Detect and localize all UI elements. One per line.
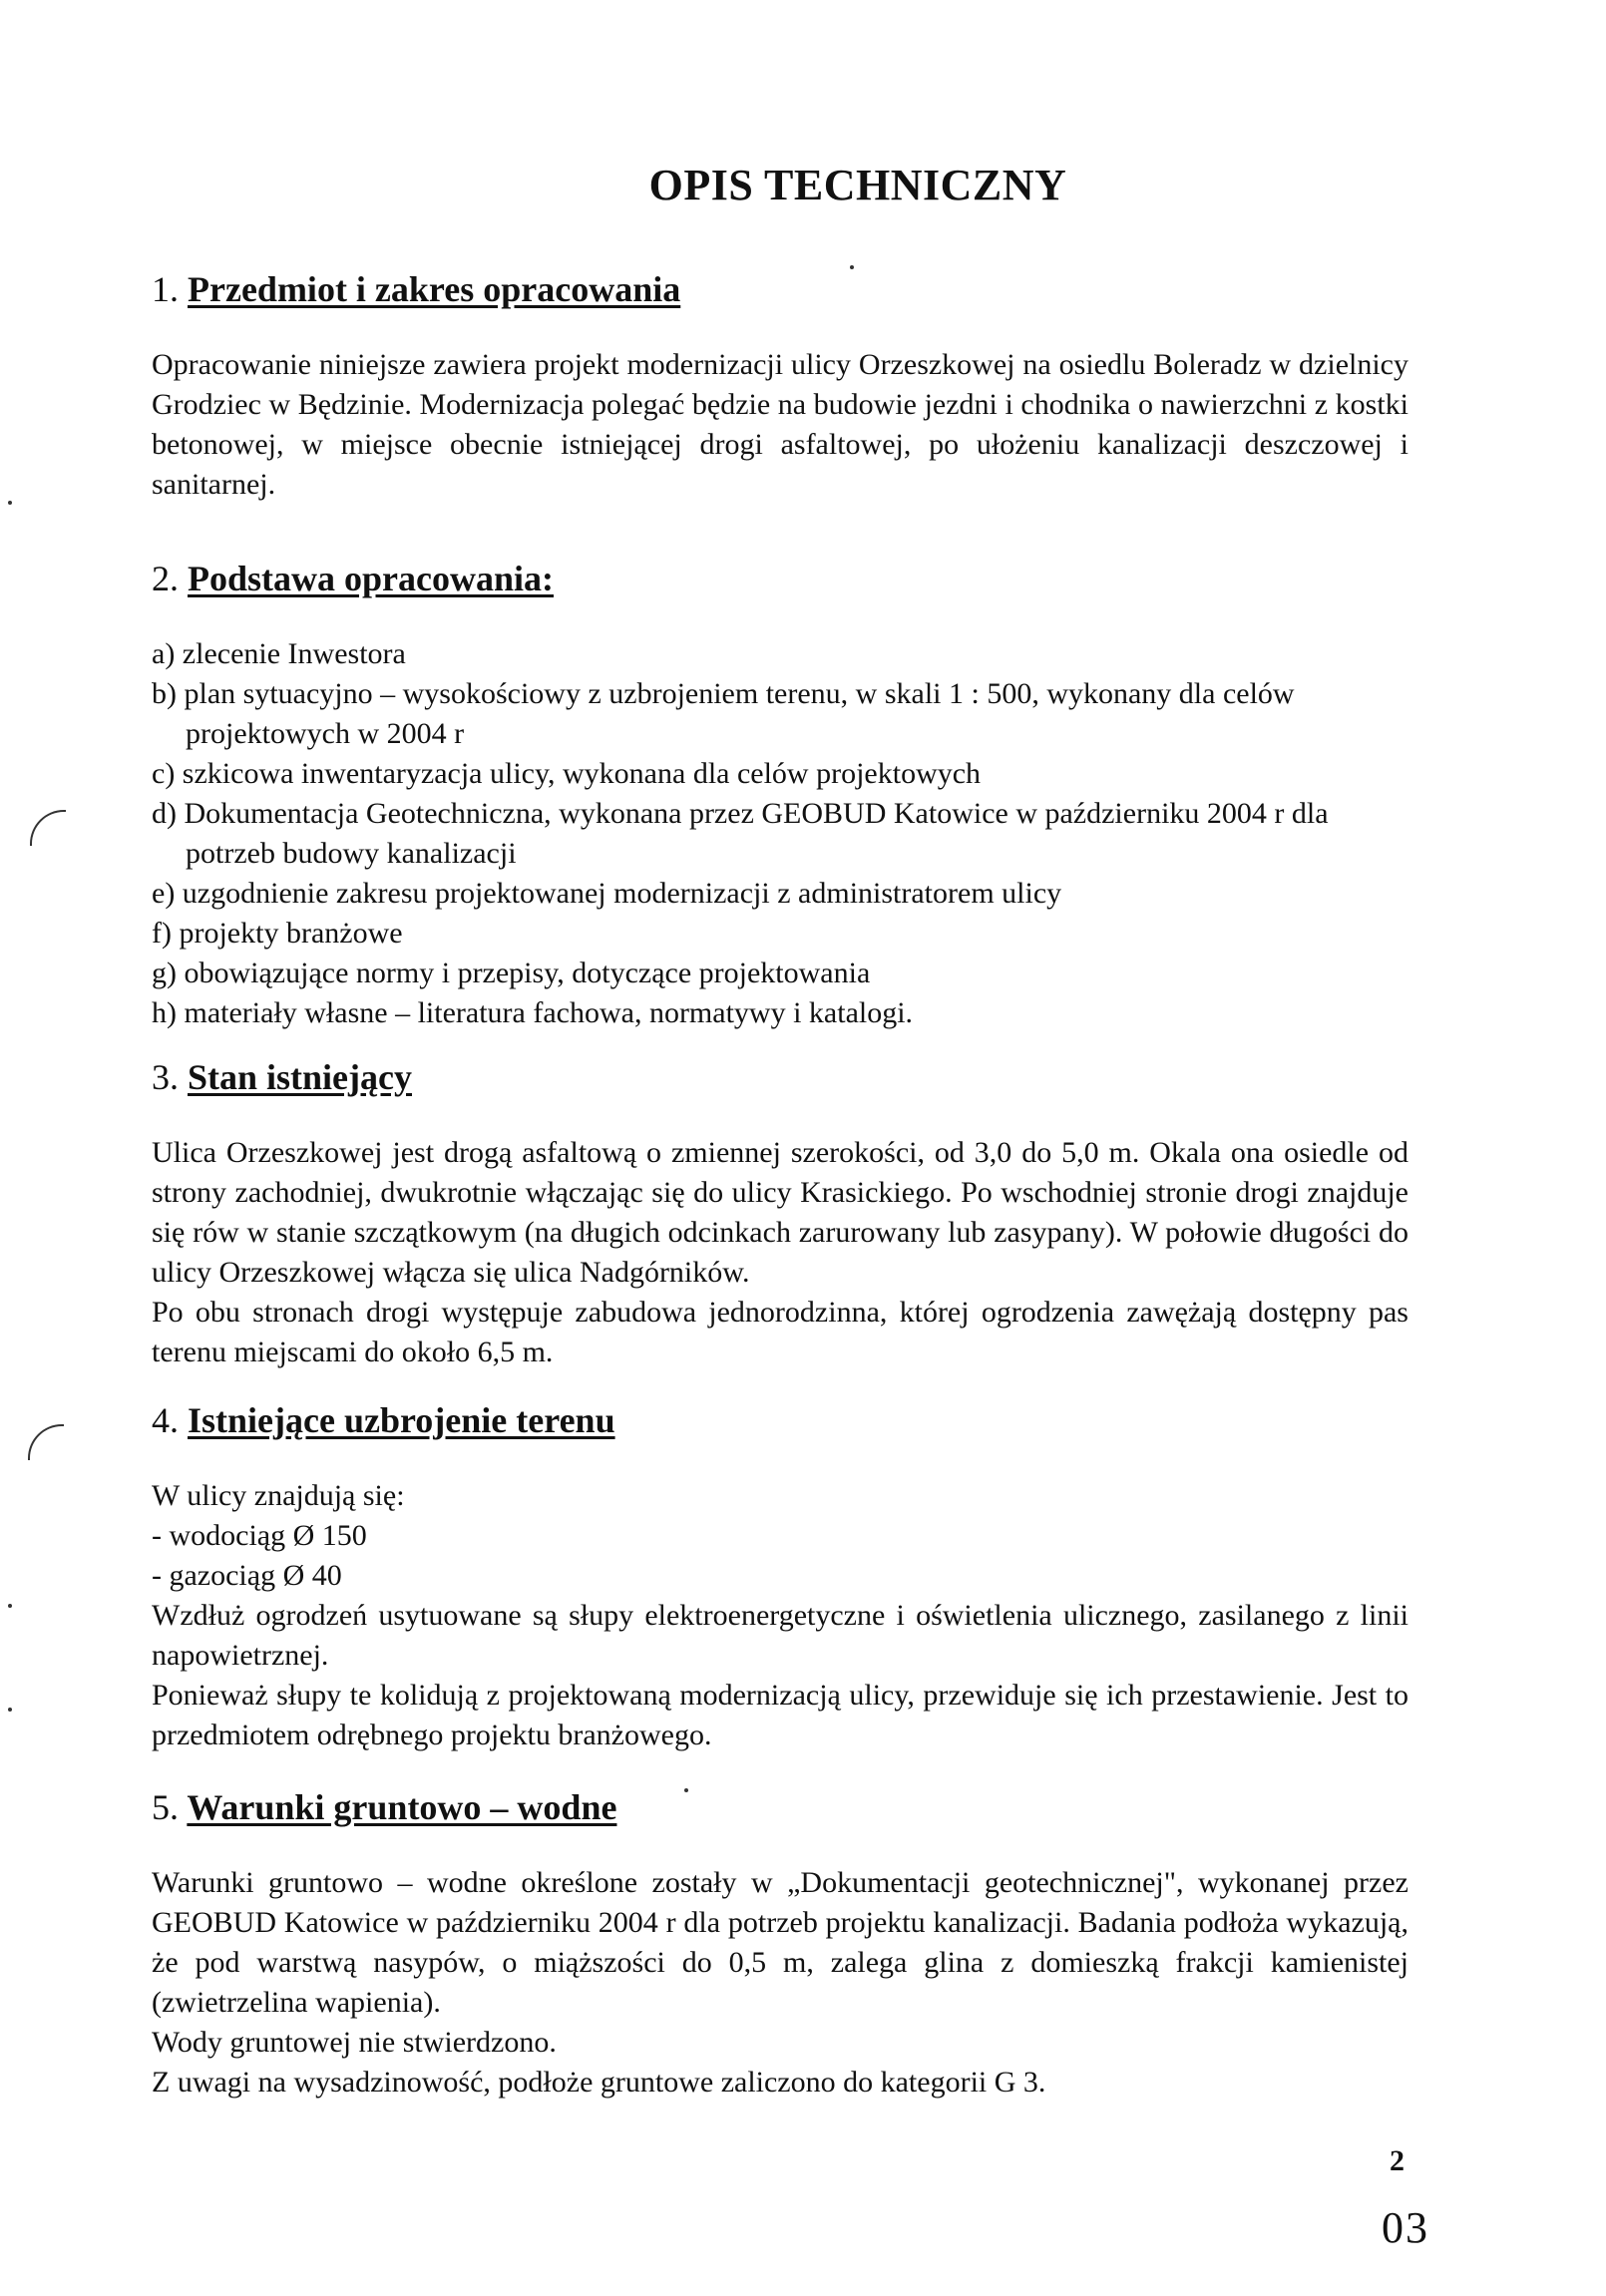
paragraph: Ponieważ słupy te kolidują z projektowaną modernizacją ulicy, przewiduje się ich przestawienie. Jest to przedmiotem odrębnego projektu branżowego. bbox=[152, 1679, 1408, 1751]
section-title: Istniejące uzbrojenie terenu bbox=[188, 1400, 615, 1440]
paragraph: Wzdłuż ogrodzeń usytuowane są słupy elektroenergetyczne i oświetlenia ulicznego, zasilanego z linii napowietrznej. bbox=[152, 1599, 1408, 1672]
section-number: 3. bbox=[152, 1057, 179, 1097]
scan-mark-icon bbox=[30, 810, 66, 846]
list-item: c) szkicowa inwentaryzacja ulicy, wykonana dla celów projektowych bbox=[152, 757, 982, 790]
scan-dot-icon bbox=[8, 1708, 12, 1712]
section-3 bbox=[152, 1055, 1408, 1372]
section-heading bbox=[152, 1785, 1408, 1829]
list-item: f) projekty branżowe bbox=[152, 917, 403, 950]
text-line: - gazociąg Ø 40 bbox=[152, 1559, 342, 1592]
section-4 bbox=[152, 1398, 1408, 1755]
section-heading bbox=[152, 267, 1408, 311]
scan-dot-icon bbox=[850, 265, 854, 269]
paragraph: Warunki gruntowo – wodne określone zostały w „Dokumentacji geotechnicznej", wykonanej przez GEOBUD Katowice w październiku 2004 r dla potrzeb projektu kanalizacji. Badania podłoża wykazują, że pod warstwą nasypów, o miąższości do 0,5 m, zalega glina z domieszką frakcji kamienistej (zwietrzelina wapienia). bbox=[152, 1866, 1408, 2019]
section-2 bbox=[152, 557, 1408, 1033]
conclusion-lines bbox=[152, 2023, 1408, 2103]
text-line: W ulicy znajdują się: bbox=[152, 1479, 405, 1512]
section-title: Przedmiot i zakres opracowania bbox=[188, 269, 681, 309]
list-item: g) obowiązujące normy i przepisy, dotyczące projektowania bbox=[152, 957, 871, 989]
section-number: 5. bbox=[152, 1787, 179, 1827]
section-title: Warunki gruntowo – wodne bbox=[187, 1787, 617, 1827]
list-item: h) materiały własne – literatura fachowa, normatywy i katalogi. bbox=[152, 996, 914, 1029]
section-5 bbox=[152, 1785, 1408, 2103]
list-item: b) plan sytuacyjno – wysokościowy z uzbrojeniem terenu, w skali 1 : 500, wykonany dla celów projektowych w 2004 r bbox=[152, 677, 1295, 750]
utility-lines bbox=[152, 1476, 1408, 1596]
section-title: Stan istniejący bbox=[188, 1057, 412, 1097]
scan-dot-icon bbox=[8, 1604, 12, 1608]
paragraph: Po obu stronach drogi występuje zabudowa jednorodzinna, której ogrodzenia zawężają dostępny pas terenu miejscami do około 6,5 m. bbox=[152, 1296, 1408, 1368]
scan-dot-icon bbox=[8, 501, 12, 505]
section-heading bbox=[152, 1055, 1408, 1099]
list-item: a) zlecenie Inwestora bbox=[152, 637, 406, 670]
section-heading bbox=[152, 1398, 1408, 1442]
paragraph: Opracowanie niniejsze zawiera projekt modernizacji ulicy Orzeszkowej na osiedlu Boleradz w dzielnicy Grodziec w Będzinie. Modernizacja polegać będzie na budowie jezdni i chodnika o nawierzchni z kostki betonowej, w miejsce obecnie istniejącej drogi asfaltowej, po ułożeniu kanalizacji deszczowej i sanitarnej. bbox=[152, 348, 1408, 501]
section-number: 2. bbox=[152, 559, 179, 598]
scan-mark-icon bbox=[28, 1424, 64, 1460]
text-line: Z uwagi na wysadzinowość, podłoże gruntowe zaliczono do kategorii G 3. bbox=[152, 2066, 1046, 2099]
section-number: 1. bbox=[152, 269, 179, 309]
paragraph: Ulica Orzeszkowej jest drogą asfaltową o zmiennej szerokości, od 3,0 do 5,0 m. Okala ona osiedle od strony zachodniej, dwukrotnie włączając się do ulicy Krasickiego. Po wschodniej stronie drogi znajduje się rów w stanie szczątkowym (na długich odcinkach zarurowany lub zasypany). W połowie długości do ulicy Orzeszkowej włącza się ulica Nadgórników. bbox=[152, 1136, 1408, 1289]
text-line: - wodociąg Ø 150 bbox=[152, 1519, 367, 1552]
document-title: OPIS TECHNICZNY bbox=[648, 161, 1067, 209]
scan-dot-icon bbox=[684, 1788, 688, 1792]
list-item: d) Dokumentacja Geotechniczna, wykonana przez GEOBUD Katowice w październiku 2004 r dla potrzeb budowy kanalizacji bbox=[152, 797, 1329, 870]
basis-list bbox=[152, 634, 1408, 1033]
text-line: Wody gruntowej nie stwierdzono. bbox=[152, 2026, 557, 2059]
page-number: 2 bbox=[1390, 2144, 1405, 2177]
section-heading bbox=[152, 557, 1408, 600]
list-item: e) uzgodnienie zakresu projektowanej modernizacji z administratorem ulicy bbox=[152, 877, 1062, 910]
stamp-number: 03 bbox=[1382, 2203, 1429, 2252]
section-number: 4. bbox=[152, 1400, 179, 1440]
section-title: Podstawa opracowania: bbox=[188, 559, 554, 598]
section-1 bbox=[152, 267, 1408, 505]
